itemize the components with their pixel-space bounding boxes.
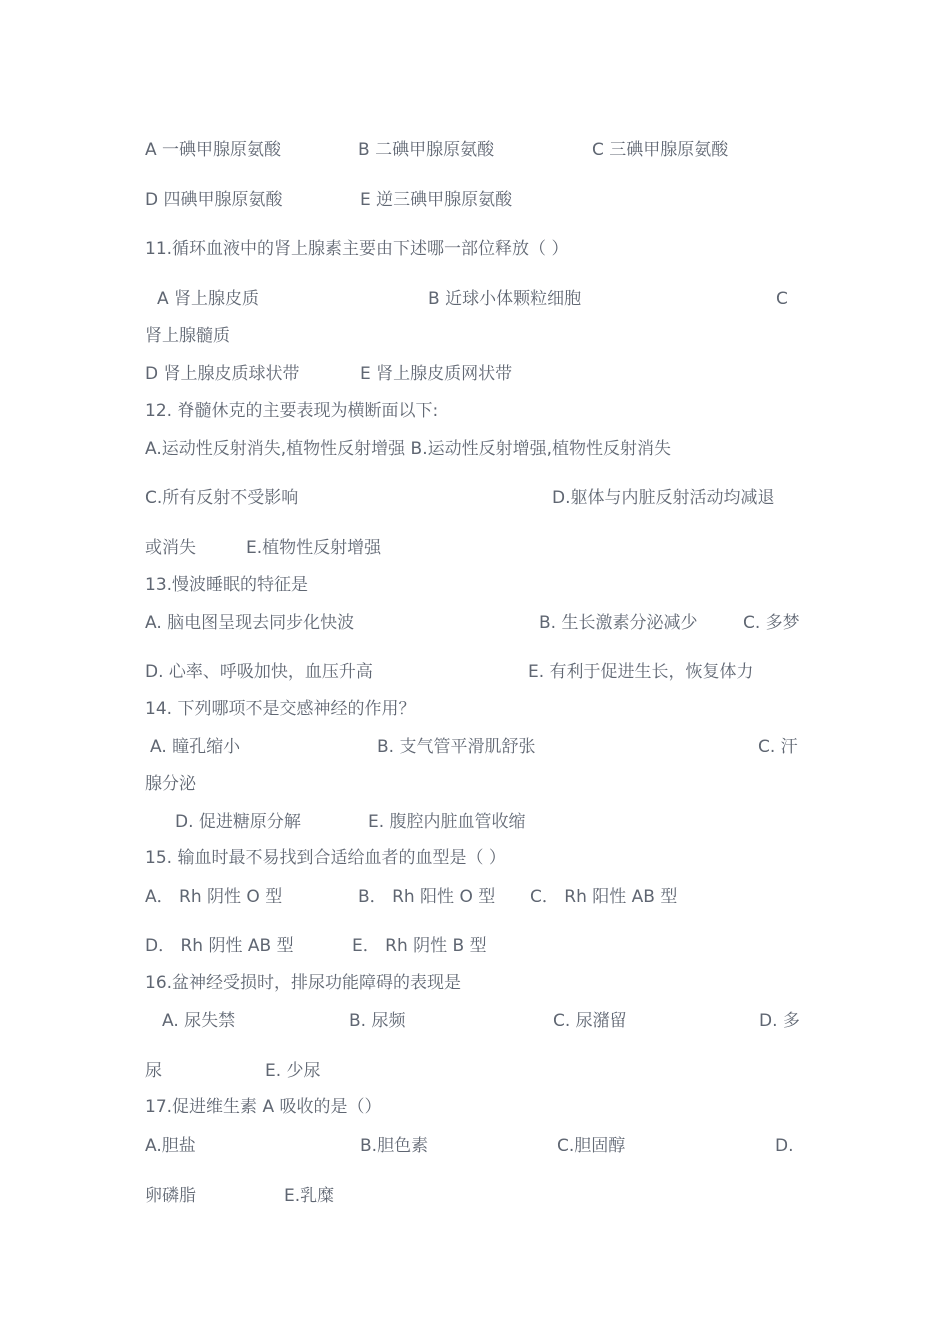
q16-option-e: E. 少尿 [265, 1061, 321, 1081]
q12-option-d-end: 或消失 [145, 538, 196, 558]
q17-stem: 17.促进维生素 A 吸收的是（） [145, 1097, 382, 1117]
q14-option-b: B. 支气管平滑肌舒张 [377, 737, 536, 757]
q11-stem: 11.循环血液中的肾上腺素主要由下述哪一部位释放（ ） [145, 239, 569, 259]
q12-options-ab: A.运动性反射消失,植物性反射增强 B.运动性反射增强,植物性反射消失 [145, 439, 672, 459]
q17-option-d-start: D. [775, 1136, 794, 1156]
q17-option-e: E.乳糜 [284, 1186, 335, 1206]
q17-option-a: A.胆盐 [145, 1136, 196, 1156]
q12-option-e: E.植物性反射增强 [246, 538, 382, 558]
q12-option-d-start: D.躯体与内脏反射活动均减退 [552, 488, 775, 508]
q11-option-b: B 近球小体颗粒细胞 [428, 289, 582, 309]
q13-option-e: E. 有利于促进生长，恢复体力 [528, 662, 754, 682]
q16-stem: 16.盆神经受损时，排尿功能障碍的表现是 [145, 973, 462, 993]
q13-option-c: C. 多梦 [743, 613, 800, 633]
q13-option-d: D. 心率、呼吸加快，血压升高 [145, 662, 373, 682]
q17-option-c: C.胆固醇 [557, 1136, 626, 1156]
q15-option-b: B． Rh 阳性 O 型 [358, 887, 496, 907]
q16-option-c: C. 尿潴留 [553, 1011, 627, 1031]
q14-option-c-end: 腺分泌 [145, 774, 196, 794]
q14-option-c-start: C. 汗 [758, 737, 798, 757]
q11-option-c-letter: C [776, 289, 788, 309]
q17-option-b: B.胆色素 [360, 1136, 429, 1156]
q12-stem: 12. 脊髓休克的主要表现为横断面以下: [145, 401, 439, 421]
q10-option-c: C 三碘甲腺原氨酸 [592, 140, 729, 160]
q16-option-d-start: D. 多 [759, 1011, 800, 1031]
q15-option-a: A． Rh 阴性 O 型 [145, 887, 283, 907]
q10-option-d: D 四碘甲腺原氨酸 [145, 190, 283, 210]
q17-option-d-end: 卵磷脂 [145, 1186, 196, 1206]
q14-option-d: D. 促进糖原分解 [175, 812, 301, 832]
q16-option-d-end: 尿 [145, 1061, 162, 1081]
q15-stem: 15. 输血时最不易找到合适给血者的血型是（ ） [145, 848, 506, 868]
q10-option-b: B 二碘甲腺原氨酸 [358, 140, 495, 160]
q14-option-e: E. 腹腔内脏血管收缩 [368, 812, 526, 832]
q11-option-c-text: 肾上腺髓质 [145, 326, 230, 346]
q14-stem: 14. 下列哪项不是交感神经的作用？ [145, 699, 416, 719]
q16-option-b: B. 尿频 [349, 1011, 406, 1031]
q15-option-d: D． Rh 阴性 AB 型 [145, 936, 294, 956]
q11-option-a: A 肾上腺皮质 [157, 289, 260, 309]
q14-option-a: A. 瞳孔缩小 [150, 737, 241, 757]
q15-option-e: E． Rh 阴性 B 型 [352, 936, 487, 956]
q11-option-d: D 肾上腺皮质球状带 [145, 364, 300, 384]
q13-stem: 13.慢波睡眠的特征是 [145, 575, 309, 595]
q13-option-b: B. 生长激素分泌减少 [539, 613, 698, 633]
q11-option-e: E 肾上腺皮质网状带 [360, 364, 513, 384]
q16-option-a: A. 尿失禁 [162, 1011, 236, 1031]
q13-option-a: A. 脑电图呈现去同步化快波 [145, 613, 355, 633]
q15-option-c: C． Rh 阳性 AB 型 [530, 887, 678, 907]
q10-option-a: A 一碘甲腺原氨酸 [145, 140, 282, 160]
q10-option-e: E 逆三碘甲腺原氨酸 [360, 190, 513, 210]
q12-option-c: C.所有反射不受影响 [145, 488, 299, 508]
